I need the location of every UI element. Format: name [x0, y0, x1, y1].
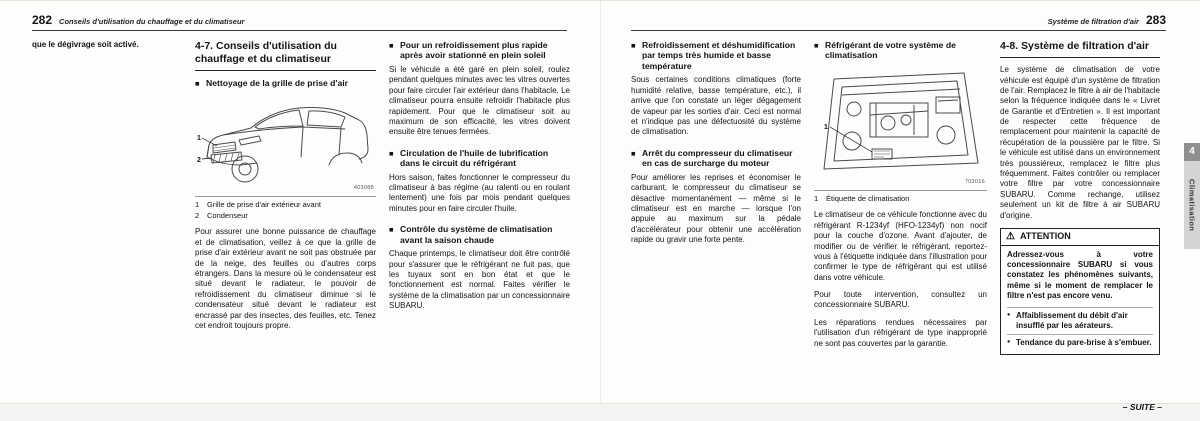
page-right — [591, 1, 1200, 421]
legend-number: 2 — [195, 211, 200, 221]
body-paragraph: Pour améliorer les reprises et économiser le carburant, le compresseur du climatiseur se désactive momentanément — même si le climatiseur est en marche — lorsque l'on appuie au maximum sur la pédale d'accélérateur pour obtenir une accélération rapide ou gravir une forte pente. — [631, 172, 801, 245]
caution-title: ATTENTION — [1019, 230, 1071, 241]
subsection-heading: ■ Réfrigérant de votre système de climatisation — [814, 40, 987, 61]
svg-text:1: 1 — [824, 123, 828, 131]
page-number-right: 283 — [1145, 13, 1166, 27]
continuation-marker: – SUITE – — [1122, 402, 1162, 412]
legend-number: 1 — [195, 199, 200, 209]
figure-legend — [814, 190, 987, 203]
legend-label: Grille de prise d'air extérieur avant — [207, 199, 321, 209]
body-paragraph: Chaque printemps, le climatiseur doit être contrôlé pour s'assurer que le réfrigérant ne fuit pas, que les tuyaux sont en bon état et que le fonctionnement est normal. Faites vérifier le système de la climatisation par un concessionnaire SUBARU. — [389, 249, 570, 311]
subsection-heading: ■ Arrêt du compresseur du climatiseur en cas de surcharge du moteur — [631, 148, 801, 169]
caution-header — [1001, 229, 1159, 246]
subsection-heading: ■ Contrôle du système de climatisation avant la saison chaude — [389, 224, 570, 245]
figure-legend-item — [195, 211, 376, 220]
body-paragraph: Pour toute intervention, consultez un concessionnaire SUBARU. — [814, 290, 987, 310]
figure-legend-item — [814, 194, 987, 203]
figure-legend-item — [195, 200, 376, 209]
legend-number: 1 — [814, 193, 819, 203]
body-paragraph: Hors saison, faites fonctionner le compresseur du climatiseur à bas régime (au ralenti ou en roulant lentement) une fois par mois pendant quelques minutes pour en faire circuler l'huile. — [389, 172, 570, 213]
left-page-columns — [32, 40, 570, 331]
caution-body — [1001, 246, 1159, 354]
subsection-heading: ■ Nettoyage de la grille de prise d'air — [195, 78, 376, 88]
figure-legend — [195, 196, 376, 221]
page-gutter — [600, 1, 601, 403]
text-column-3 — [389, 40, 570, 331]
body-paragraph: Si le véhicule a été garé en plein soleil, roulez pendant quelques minutes avec les vitres ouvertes pour faire circuler l'air extérieur dans l'habitacle. Le climatiseur pourra ensuite refroidir l'habitacle plus rapidement. Pour que le climatiseur soit au maximum de son efficacité, les vitres doivent ensuite être tenues fermées. — [389, 64, 570, 137]
section-heading-4-8: 4-8. Système de filtration d'air — [1000, 40, 1160, 58]
body-paragraph: Sous certaines conditions climatiques (forte humidité relative, basse température, etc.), il arrive que l'on constate un léger dégagement de vapeur par les sorties d'air. Ceci est normal et n'indique pas une défectuosité du système de climatisation. — [631, 75, 801, 137]
warning-icon: ⚠ — [1006, 230, 1015, 242]
legend-label: Étiquette de climatisation — [826, 193, 910, 203]
subsection-heading: ■ Pour un refroidissement plus rapide après avoir stationné en plein soleil — [389, 40, 570, 61]
body-paragraph: Pour assurer une bonne puissance de chauffage et de climatisation, veillez à ce que la grille de prise d'air extérieur avant ne soit pas obstruée par de la neige, des feuilles ou d'autres corps étrangers. Dans la mesure où le condensateur est situé devant le radiateur, le pouvoir de refroidissement du climatiseur diminue si le condensateur situé devant le radiateur est encrassé par des insectes, des feuilles, etc. Tenez cet endroit toujours propre. — [195, 227, 376, 330]
text-column-1 — [32, 40, 182, 331]
body-paragraph: Les réparations rendues nécessaires par l'utilisation d'un réfrigérant de type inapproprié ne sont pas couvertes par la garantie. — [814, 317, 987, 348]
body-paragraph: Le système de climatisation de votre véhicule est équipé d'un système de filtration de l'air. Remplacez le filtre à air de l'habitacle selon la fréquence indiquée dans le « Livret de Garantie et d'Entretien ». Il est important de respecter cette fréquence de remplacement pour maintenir la capacité de récupération de la poussière par le filtre. Si le véhicule est utilisé dans un environnement très poussiéreux, remplacez le filtre plus fréquemment. Faites contrôler ou remplacer votre filtre par votre concessionnaire SUBARU. Comme rechange, utilisez seulement un kit de filtre à air SUBARU d'origine. — [1000, 65, 1160, 220]
svg-text:1: 1 — [197, 134, 201, 142]
right-page-columns — [631, 40, 1166, 355]
body-paragraph: Le climatiseur de ce véhicule fonctionne avec du réfrigérant R-1234yf (HFO-1234yf) non nocif pour la couche d'ozone. Avant d'ajouter, de modifier ou de vérifier le réfrigérant, reportez-vous à l'étiquette indiquée dans l'illustration pour confirmer le type de réfrigérant qui est utilisé dans votre véhicule. — [814, 210, 987, 282]
engine-bay-figure — [814, 65, 987, 187]
running-title-left: Conseils d'utilisation du chauffage et du climatiseur — [59, 17, 245, 26]
figure-code: 403088 — [353, 184, 374, 191]
caution-box — [1000, 228, 1160, 355]
chapter-number: 4 — [1184, 143, 1200, 161]
chapter-label: Climatisation — [1187, 178, 1197, 232]
engine-bay-illustration — [814, 65, 986, 187]
caution-intro: Adressez-vous à votre concessionnaire SUBARU si vous constatez les phénomènes suivants, même si le moment de remplacer le filtre n'est pas encore venu. — [1007, 249, 1153, 301]
chapter-label-strip — [1184, 161, 1200, 249]
carryover-text: que le dégivrage soit activé. — [32, 40, 139, 49]
subsection-heading: ■ Refroidissement et déshumidification par temps très humide et basse température — [631, 40, 801, 71]
text-column-6 — [1000, 40, 1160, 355]
caution-bullet: ● Affaiblissement du débit d'air insufflé par les aérateurs. — [1007, 307, 1153, 332]
car-front-figure — [195, 93, 376, 193]
text-column-4 — [631, 40, 801, 355]
page-left — [0, 1, 591, 421]
figure-code: 703016 — [964, 178, 985, 185]
running-title-right: Système de filtration d'air — [1047, 17, 1139, 26]
car-front-illustration — [195, 93, 373, 193]
section-heading-4-7: 4-7. Conseils d'utilisation du chauffage et du climatiseur — [195, 40, 376, 71]
legend-label: Condenseur — [207, 211, 248, 221]
page-header-right — [631, 13, 1166, 31]
svg-text:2: 2 — [197, 156, 201, 164]
caution-bullet: ● Tendance du pare-brise à s'embuer. — [1007, 334, 1153, 348]
text-column-2 — [195, 40, 376, 331]
text-column-5 — [814, 40, 987, 355]
subsection-heading: ■ Circulation de l'huile de lubrification dans le circuit du réfrigérant — [389, 148, 570, 169]
page-number-left: 282 — [32, 13, 53, 27]
chapter-tab — [1184, 143, 1200, 249]
page-header-left — [32, 13, 567, 31]
